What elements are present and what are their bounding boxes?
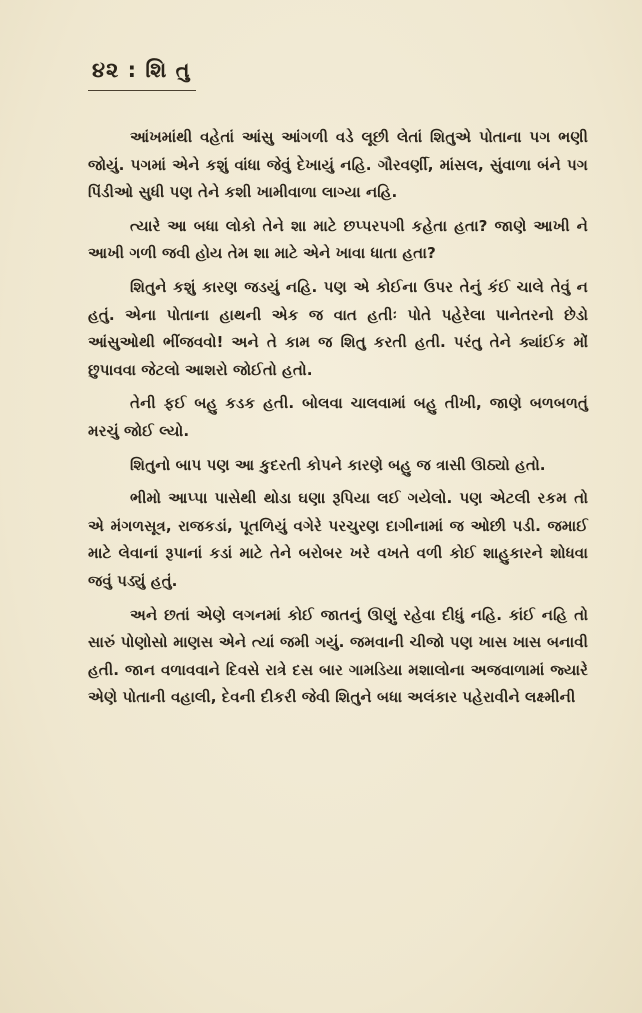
paragraph: તેની ફઈ બહુ કડક હતી. બોલવા ચાલવામાં બહુ તીખી, જાણે બળબળતું મરચું જોઈ લ્યો. <box>88 394 588 440</box>
paragraph: ત્યારે આ બધા લોકો તેને શા માટે છપ્પરપગી કહેતા હતા? જાણે આખી ને આખી ગળી જવી હોય તેમ શા માટે એને ખાવા ધાતા હતા? <box>88 216 588 263</box>
header-underline <box>88 90 196 91</box>
paragraph: અને છતાં એણે લગનમાં કોઈ જાતનું ઊણું રહેવા દીધું નહિ. કાંઈ નહિ તો સારું પોણોસો માણસ એને ત્યાં જમી ગયું. જમવાની ચીજો પણ ખાસ ખાસ બનાવી હતી. જાન વળાવવાને દિવસે રાત્રે દસ બાર ગામડિયા મશાલોના અજવાળામાં જ્યારે એણે પોતાની વહાલી, દેવની દીકરી જેવી શિતુને બધા અલંકાર પહેરાવીને લક્ષ્મીની <box>88 605 588 707</box>
paragraph: શિતુને કશું કારણ જડયું નહિ. પણ એ કોઈના ઉપર તેનું કંઈ ચાલે તેવું ન હતું. એના પોતાના હાથની એક જ વાત હતીઃ પોતે પહેરેલા પાનેતરનો છેડો આંસુઓથી ભીંજવવો! અને તે કામ જ શિતુ કરતી હતી. પરંતુ તેને ક્યાંઈક મોં છુપાવવા જેટલો આશરો જોઈતો હતો. <box>88 277 588 379</box>
body-text <box>88 124 588 718</box>
paragraph: આંખમાંથી વહેતાં આંસુ આંગળી વડે લૂછી લેતાં શિતુએ પોતાના પગ ભણી જોયું. પગમાં એને કશું વાંધા જેવું દેખાયું નહિ. ગૌરવર્ણી, માંસલ, સુંવાળા બંને પગ પિંડીઓ સુધી પણ તેને કશી ખામીવાળા લાગ્યા નહિ. <box>88 128 588 202</box>
paragraph: ભીમો આપ્પા પાસેથી થોડા ઘણા રૂપિયા લઈ ગયેલો. પણ એટલી રકમ તો એ મંગળસૂત્ર, રાજકડાં, પૂતળિયું વગેરે પરચુરણ દાગીનામાં જ ઓછી પડી. જમાઈ માટે લેવાનાં રૂપાનાં કડાં માટે તેને બરોબર ખરે વખતે વળી કોઈ શાહુકારને શોધવા જવું પડ્યું હતું. <box>88 489 588 590</box>
page-header: ૪૨ : શિ તુ <box>92 58 191 82</box>
paragraph: શિતુનો બાપ પણ આ કુદરતી કોપને કારણે બહુ જ ત્રાસી ઊઠ્યો હતો. <box>130 455 546 474</box>
